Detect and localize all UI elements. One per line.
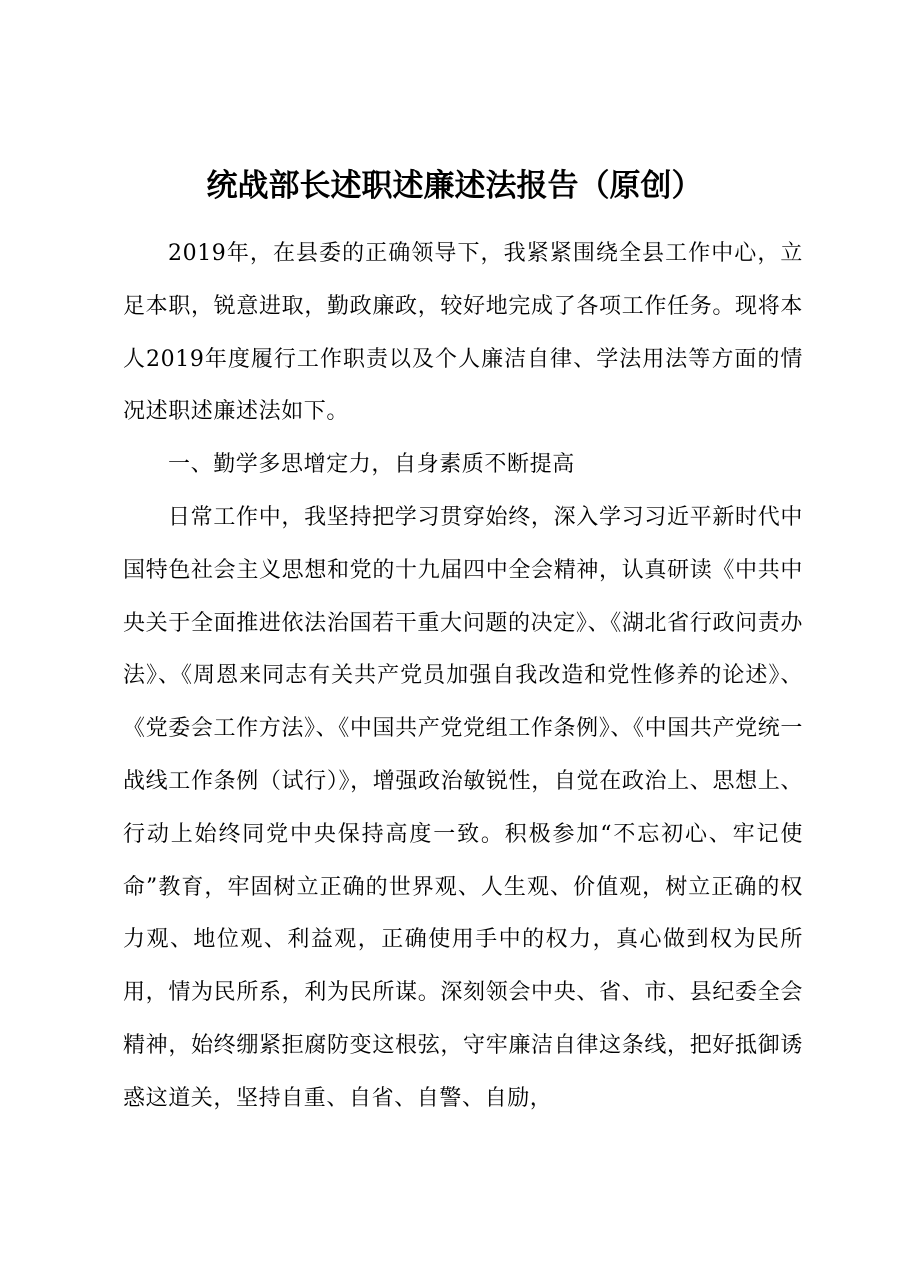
intro-paragraph: 2019年，在县委的正确领导下，我紧紧围绕全县工作中心，立足本职，锐意进取，勤政廉政，较好地完成了各项工作任务。现将本人2019年度履行工作职责以及个人廉洁自律、学法用法等方面的情况述职述廉述法如下。 bbox=[123, 241, 803, 425]
section-heading-1: 一、勤学多思增定力，自身素质不断提高 bbox=[168, 452, 575, 478]
document-title: 统战部长述职述廉述法报告（原创） bbox=[206, 168, 703, 204]
section-1-paragraph: 日常工作中，我坚持把学习贯穿始终，深入学习习近平新时代中国特色社会主义思想和党的十九届四中全会精神，认真研读《中共中央关于全面推进依法治国若干重大问题的决定》、《湖北省行政问责办法》、《周恩来同志有关共产党员加强自我改造和党性修养的论述》、《党委会工作方法》、《中国共产党党组工作条例》、《中国共产党统一战线工作条例（试行）》，增强政治敏锐性，自觉在政治上、思想上、行动上始终同党中央保持高度一致。积极参加“不忘初心、牢记使命”教育，牢固树立正确的世界观、人生观、价值观，树立正确的权力观、地位观、利益观，正确使用手中的权力，真心做到权为民所用，情为民所系，利为民所谋。深刻领会中央、省、市、县纪委全会精神，始终绷紧拒腐防变这根弦，守牢廉洁自律这条线，把好抵御诱惑这道关，坚持自重、自省、自警、自励， bbox=[123, 504, 803, 1111]
document-body bbox=[123, 228, 803, 1126]
